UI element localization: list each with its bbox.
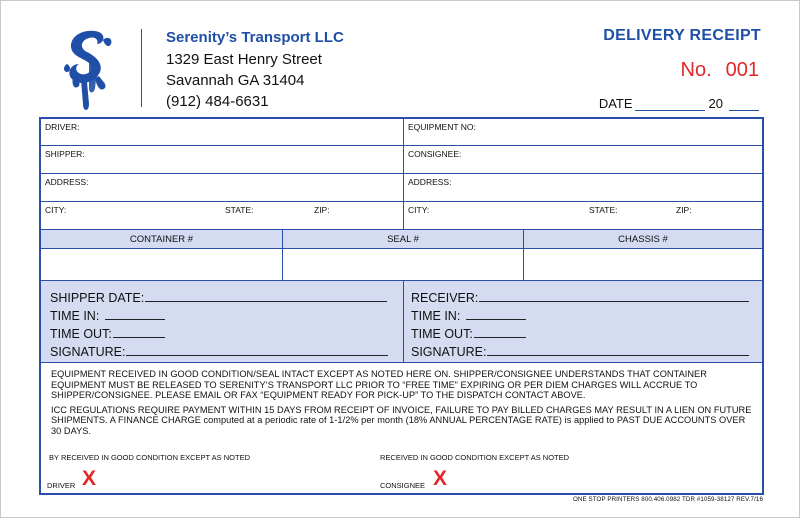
terms-paragraph-1: EQUIPMENT RECEIVED IN GOOD CONDITION/SEAL INTACT EXCEPT AS NOTED HERE ON. SHIPPER/CONSIGNEE UNDERSTANDS THAT CONTAINER EQUIPMENT MUST BE RELEASED TO SERENITY’S TRANSPORT LLC PRIOR TO “FREE TIME” EXPIRING OR PER DIEM CHARGES WILL ACCRUE TO SHIPPER/CONSIGNEE. PLEASE EMAIL OR FAX “EQUIPMENT READY FOR PICK-UP” TO THE DISPATCH CONTACT ABOVE. <box>51 369 707 401</box>
city-left-label: CITY: <box>45 205 67 215</box>
chassis-number-field[interactable] <box>524 249 762 280</box>
company-phone: (912) 484-6631 <box>166 93 269 110</box>
equipment-no-label: EQUIPMENT NO: <box>408 122 476 132</box>
row-city <box>41 202 762 230</box>
address-right-label: ADDRESS: <box>408 177 452 187</box>
terms-and-conditions <box>51 369 757 437</box>
consignee-signature-label: CONSIGNEE <box>380 481 426 490</box>
consignee-address-field[interactable] <box>404 174 762 201</box>
shipper-signature-column <box>50 289 388 361</box>
zip-left-label: ZIP: <box>314 205 330 215</box>
signature-right-field[interactable] <box>411 343 749 361</box>
time-in-right-label: TIME IN: <box>411 309 461 323</box>
time-out-left-field[interactable] <box>50 325 388 343</box>
time-in-left-label: TIME IN: <box>50 309 100 323</box>
signature-left-label: SIGNATURE: <box>50 345 126 359</box>
time-out-right-line[interactable] <box>474 327 526 338</box>
receipt-form <box>39 117 764 495</box>
time-in-left-line[interactable] <box>105 309 165 320</box>
consignee-city-state-zip-field[interactable] <box>404 202 762 229</box>
driver-x-mark[interactable]: X <box>82 467 97 490</box>
receiver-line[interactable] <box>479 291 749 302</box>
signature-right-line[interactable] <box>487 345 749 356</box>
year-blank[interactable] <box>729 99 759 111</box>
signature-right-label: SIGNATURE: <box>411 345 487 359</box>
state-right-label: STATE: <box>589 205 618 215</box>
time-in-right-field[interactable] <box>411 307 749 325</box>
receiver-signature-column <box>411 289 749 361</box>
driver-note: BY RECEIVED IN GOOD CONDITION EXCEPT AS NOTED <box>49 453 251 462</box>
equipment-values-row <box>41 249 762 281</box>
consignee-field[interactable] <box>404 146 762 173</box>
signature-block <box>41 281 762 363</box>
receipt-number-label: No. <box>680 59 712 81</box>
zip-right-label: ZIP: <box>676 205 692 215</box>
driver-label: DRIVER: <box>45 122 80 132</box>
equipment-no-field[interactable] <box>404 119 762 145</box>
company-name: Serenity’s Transport LLC <box>166 29 344 46</box>
state-left-label: STATE: <box>225 205 254 215</box>
time-out-right-field[interactable] <box>411 325 749 343</box>
seal-header: SEAL # <box>387 234 419 245</box>
row-shipper <box>41 146 762 174</box>
driver-field[interactable] <box>41 119 403 145</box>
date-label: DATE <box>598 96 633 111</box>
driver-signature-label: DRIVER <box>47 481 76 490</box>
company-logo-icon <box>59 28 117 116</box>
address-left-label: ADDRESS: <box>45 177 89 187</box>
shipper-date-line[interactable] <box>145 291 387 302</box>
consignee-note: RECEIVED IN GOOD CONDITION EXCEPT AS NOTED <box>380 453 570 462</box>
time-out-left-line[interactable] <box>113 327 165 338</box>
shipper-field[interactable] <box>41 146 403 173</box>
receipt-number <box>681 59 760 82</box>
time-out-left-label: TIME OUT: <box>50 327 112 341</box>
receiver-label: RECEIVER: <box>411 291 479 305</box>
chassis-header: CHASSIS # <box>618 234 668 245</box>
time-in-right-line[interactable] <box>466 309 526 320</box>
terms-paragraph-2: ICC REGULATIONS REQUIRE PAYMENT WITHIN 15 DAYS FROM RECEIPT OF INVOICE, FAILURE TO PAY BILLED CHARGES MAY RESULT IN A LIEN ON FUTURE SHIPMENTS. A FINANCE CHARGE computed at a periodic rate of 1-1/2% per month (18% ANNUAL PERCENTAGE RATE) is applied to PAST DUE ACCOUNTS OVER 30 DAYS. <box>51 404 752 436</box>
receipt-title: DELIVERY RECEIPT <box>603 27 761 44</box>
company-info <box>166 29 426 112</box>
time-out-right-label: TIME OUT: <box>411 327 473 341</box>
row-driver <box>41 119 762 146</box>
city-right-label: CITY: <box>408 205 430 215</box>
year-prefix: 20 <box>708 96 723 111</box>
container-number-field[interactable] <box>41 249 282 280</box>
company-street: 1329 East Henry Street <box>166 51 322 68</box>
container-header: CONTAINER # <box>129 234 194 245</box>
receiver-field[interactable] <box>411 289 749 307</box>
seal-number-field[interactable] <box>283 249 523 280</box>
shipper-address-field[interactable] <box>41 174 403 201</box>
printer-footer: ONE STOP PRINTERS 800.406.0982 TDR #1059-38127 REV.7/16 <box>573 496 763 503</box>
equipment-header-row <box>41 230 762 249</box>
shipper-date-field[interactable] <box>50 289 388 307</box>
signature-left-line[interactable] <box>126 345 388 356</box>
date-blank[interactable] <box>635 99 705 111</box>
row-address <box>41 174 762 202</box>
consignee-label: CONSIGNEE: <box>408 149 462 159</box>
header-divider <box>141 29 142 107</box>
column-divider <box>403 281 404 362</box>
time-in-left-field[interactable] <box>50 307 388 325</box>
shipper-city-state-zip-field[interactable] <box>41 202 403 229</box>
shipper-label: SHIPPER: <box>45 149 85 159</box>
shipper-date-label: SHIPPER DATE: <box>50 291 145 305</box>
signature-left-field[interactable] <box>50 343 388 361</box>
consignee-x-mark[interactable]: X <box>433 467 448 490</box>
company-city: Savannah GA 31404 <box>166 72 305 89</box>
receipt-number-value: 001 <box>725 59 759 81</box>
date-field[interactable] <box>599 96 759 111</box>
